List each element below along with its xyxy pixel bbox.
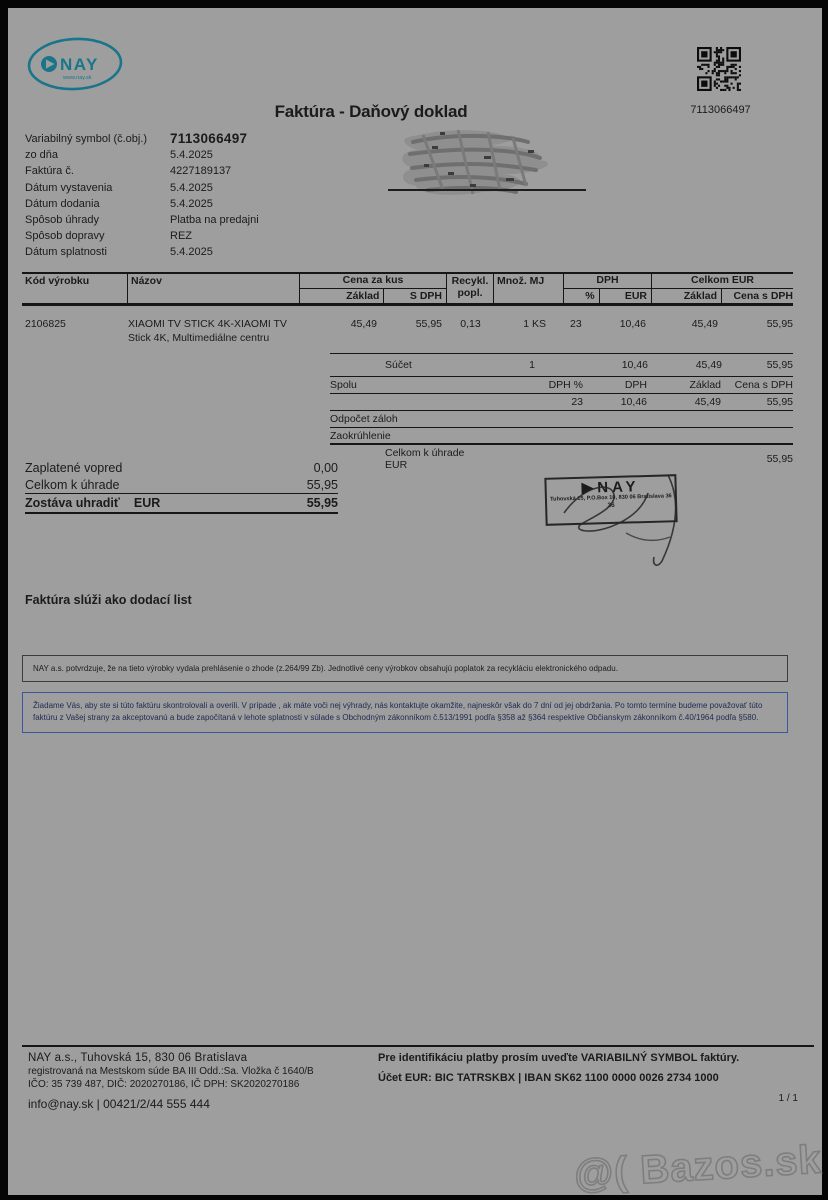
col-header-dph: DPH [564,274,651,289]
paid-in-advance-row [25,460,338,477]
qr-number: 7113066497 [690,104,751,116]
detail-label: Variabilný symbol (č.obj.) [25,133,148,145]
redaction-scribble [388,120,608,210]
detail-value: 5.4.2025 [170,246,213,259]
item-celkom-s-dph: 55,95 [766,318,793,330]
payment-block [25,460,338,514]
stamp-logo: ▶NAY [581,478,640,497]
odpocet-zaloh-label: Odpočet záloh [330,413,398,425]
page-title: Faktúra - Daňový doklad [274,102,468,121]
col-header-cena-s-dph: Cena s DPH [733,290,793,302]
col-header-nazov: Názov [128,274,300,303]
detail-row [25,228,395,244]
remaining-row [25,494,338,514]
recykl-line1: Recykl. [451,275,489,287]
detail-row [25,244,395,260]
company-stamp [544,474,677,526]
sucet-qty: 1 [529,359,535,371]
col-group-cena-za-kus [300,274,447,303]
detail-row [25,147,395,163]
spolu-h-cena-s-dph: Cena s DPH [734,379,793,391]
celkom-k-uhrade-row [330,445,793,470]
detail-label: zo dňa [25,149,59,162]
bazos-watermark: @( Bazos.sk [572,1137,824,1197]
col-header-recykl [447,274,494,303]
spolu-v-zaklad: 45,49 [694,396,721,408]
item-dph-eur: 10,46 [619,318,646,330]
col-header-cena-za-kus: Cena za kus [300,274,446,289]
detail-row [25,131,395,147]
logo-text: NAY [60,55,99,74]
sucet-row [330,353,793,376]
item-row [22,318,793,345]
spolu-v-dph-pct: 23 [571,396,583,408]
spolu-v-dph: 10,46 [620,396,647,408]
item-code: 2106825 [25,318,66,330]
item-name [128,318,300,345]
celkom-label: Celkom k úhrade EUR [385,447,465,471]
zaokruhlenie-row [330,428,793,445]
detail-value: 5.4.2025 [170,197,213,210]
detail-row [25,212,395,228]
footer-bank-account: Účet EUR: BIC TATRSKBX | IBAN SK62 1100 0000 0026 2734 1000 [378,1072,719,1084]
detail-label: Spôsob dopravy [25,230,105,243]
detail-label: Faktúra č. [25,165,74,178]
invoice-paper [8,8,822,1195]
items-table-header [22,272,793,306]
detail-label: Dátum splatnosti [25,246,107,259]
detail-row [25,163,395,179]
col-header-pct: % [564,289,600,303]
remaining-value: 55,95 [306,496,338,510]
item-dph-pct: 23 [570,318,582,330]
sucet-label: Súčet [385,359,412,371]
conformity-notice-box: NAY a.s. potvrdzuje, že na tieto výrobky vydala prehlásenie o zhode (z.264/99 Zb). Jednotlivé ceny výrobkov obsahujú poplatok za recykláciu elektronického odpadu. [22,655,788,682]
redaction-underline [388,189,586,191]
zaokruhlenie-label: Zaokrúhlenie [330,429,391,442]
col-group-celkom-eur [652,274,793,303]
item-s-dph: 55,95 [415,318,442,330]
item-mnoz: 1 KS [523,318,546,330]
totals-summary [330,353,793,470]
recykl-line2: popl. [457,287,483,299]
nay-logo-icon [25,35,125,97]
delivery-note-text: Faktúra slúži ako dodací list [25,593,192,607]
detail-value: Platba na predajni [170,213,259,226]
col-header-celkom-zaklad: Základ [652,289,722,303]
spolu-values-row [330,394,793,411]
item-name-line1: XIAOMI TV STICK 4K-XIAOMI TV [128,318,287,330]
detail-label: Dátum dodania [25,197,100,210]
variable-symbol-value: 7113066497 [170,131,248,146]
spolu-v-cena-s-dph: 55,95 [766,396,793,408]
stamp-address: Tuhovská 15, P.O.Box 10, 830 06 Bratislava 36 [550,493,672,503]
footer-contact: info@nay.sk | 00421/2/44 555 444 [28,1097,210,1111]
payment-terms-notice-box: Žiadame Vás, aby ste si túto faktúru skontrolovali a overili. V prípade , ak máte voči nej výhrady, nás kontaktujte okamžite, najneskôr však do 7 dní od jej obdržania. Po tomto termíne budeme považovať túto faktúru z Vašej strany za akceptovanú a bude započítaná v lehote splatnosti v súlade s Obchodným zákonníkom č.513/1991 podľa §358 až §364 respektíve Občianskym zákonníkom č.40/1964 podľa §580. [22,692,788,733]
footer-divider [22,1045,814,1047]
page-number: 1 / 1 [778,1093,798,1104]
celkom-currency: EUR [385,459,408,471]
detail-row [25,180,395,196]
paid-label: Zaplatené vopred [25,461,123,475]
col-header-s-dph: S DPH [409,290,442,302]
total-due-label: Celkom k úhrade [25,477,120,492]
detail-value: 4227189137 [170,165,232,178]
col-header-eur: EUR [624,290,647,302]
qr-code-icon [697,47,741,91]
item-celkom-zaklad: 45,49 [691,318,718,330]
invoice-details [25,131,395,261]
logo-url: www.nay.sk [63,75,92,81]
paid-value: 0,00 [313,461,338,475]
remaining-label: Zostáva uhradiť EUR [25,496,161,510]
detail-value: 5.4.2025 [170,181,213,194]
detail-value: 5.4.2025 [170,149,213,162]
footer-company-address: NAY a.s., Tuhovská 15, 830 06 Bratislava [28,1052,248,1064]
col-group-dph [564,274,652,303]
remaining-currency: EUR [133,496,161,510]
detail-row [25,196,395,212]
footer-company-info [28,1051,378,1111]
total-due-row [25,477,338,495]
detail-label: Spôsob úhrady [25,213,99,226]
sucet-zaklad: 45,49 [695,359,722,371]
sucet-s-dph: 55,95 [766,359,793,371]
col-header-zaklad: Základ [300,289,384,303]
footer-payment-info [378,1051,798,1086]
spolu-h-dph: DPH [624,379,647,391]
spolu-label: Spolu [330,379,357,391]
col-header-celkom-eur: Celkom EUR [652,274,793,289]
detail-value: REZ [170,230,192,243]
odpocet-zaloh-row [330,411,793,428]
celkom-value: 55,95 [766,453,793,465]
footer-variable-symbol-note: Pre identifikáciu platby prosím uveďte VARIABILNÝ SYMBOL faktúry. [378,1052,740,1064]
item-name-line2: Stick 4K, Multimediálne centru [128,331,270,344]
col-header-kod: Kód výrobku [22,274,128,303]
total-due-value: 55,95 [306,477,338,492]
spolu-h-zaklad: Základ [689,379,721,391]
footer-tax-ids: IČO: 35 739 487, DIČ: 2020270186, IČ DPH: SK2020270186 [28,1078,300,1090]
detail-label: Dátum vystavenia [25,181,113,194]
footer-registration: registrovaná na Mestskom súde BA III Odd.:Sa. Vložka č 1640/B [28,1066,314,1077]
item-recykl: 0,13 [460,318,481,330]
spolu-h-dph-pct: DPH % [548,379,583,391]
spolu-header-row [330,376,793,394]
stamp-line2: 36 [607,501,615,510]
sucet-dph: 10,46 [621,359,648,371]
col-header-mnoz: Množ. MJ [494,274,564,303]
item-zaklad: 45,49 [350,318,377,330]
